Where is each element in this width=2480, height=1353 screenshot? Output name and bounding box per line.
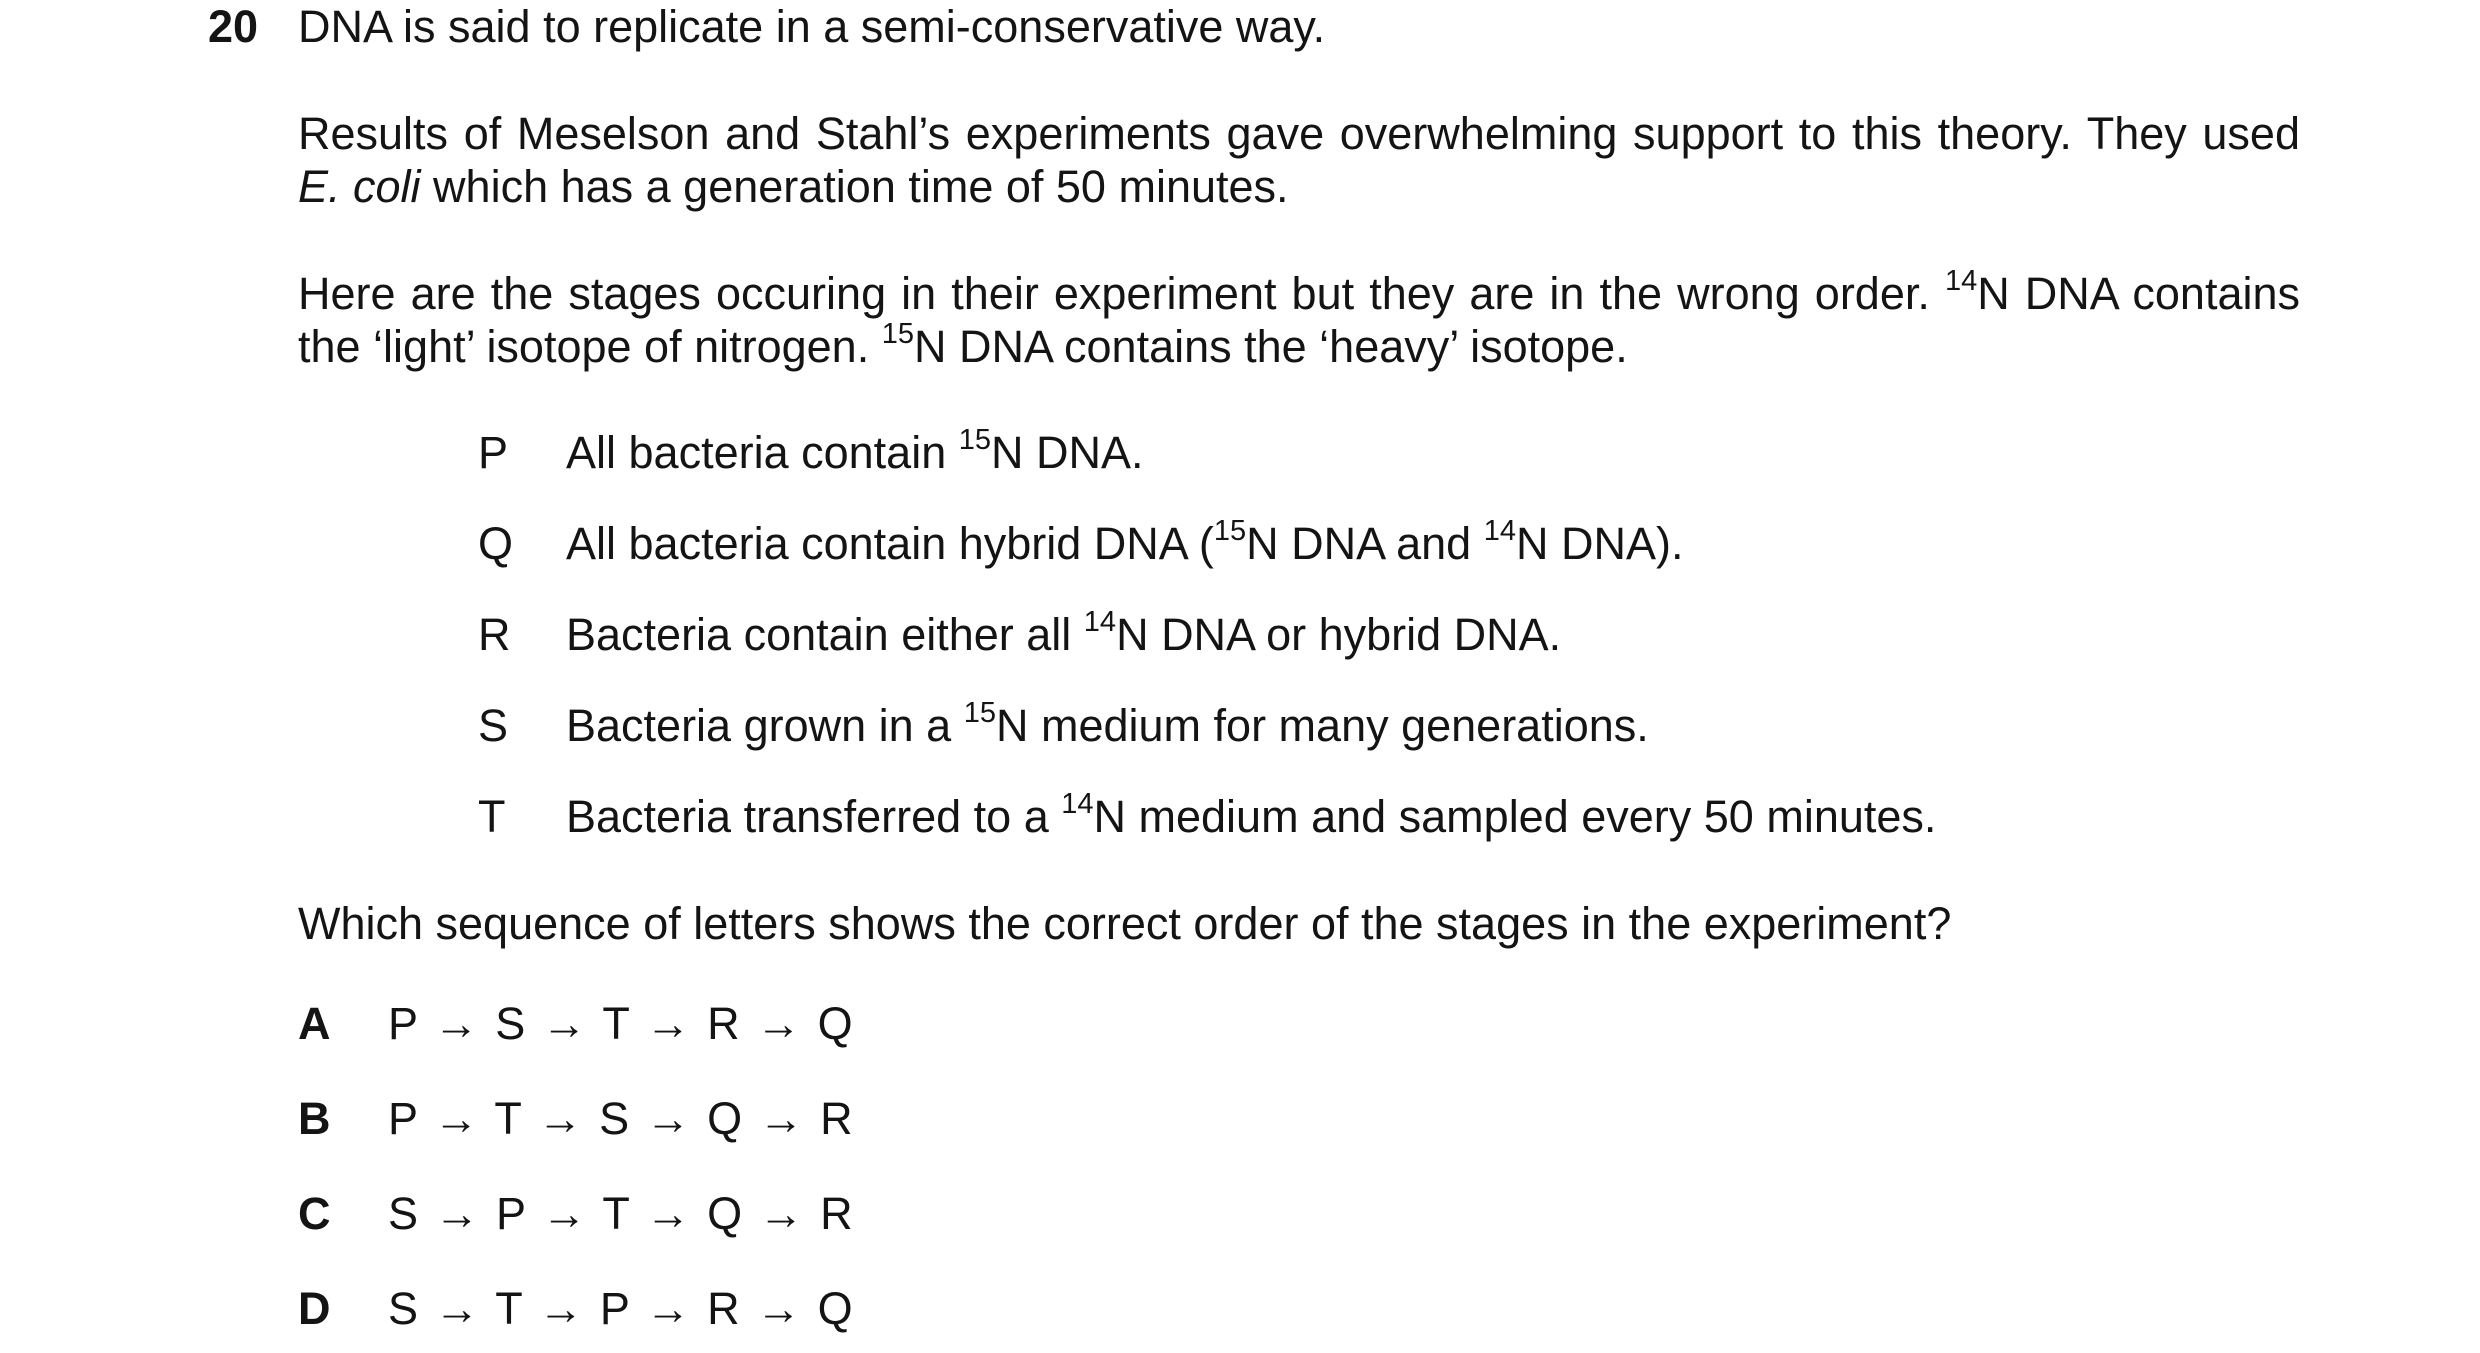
- stage-text-post: N DNA).: [1515, 518, 1684, 569]
- option-key: C: [298, 1188, 331, 1239]
- stage-isotope-sup: 14: [1061, 788, 1094, 820]
- stage-text: [566, 426, 1144, 479]
- para2-text-b: N DNA contains the ‘light’ isotope of nitrogen.: [298, 268, 2300, 372]
- paragraph-stages-intro: [298, 267, 2300, 373]
- option-sequence: S → T → P → R → Q: [388, 1283, 853, 1334]
- stage-letter: Q: [478, 518, 514, 569]
- option-key: B: [298, 1093, 331, 1144]
- stage-text: [566, 608, 1561, 661]
- para2-sup-15: 15: [881, 318, 914, 350]
- para1-text-a: Results of Meselson and Stahl’s experiments gave overwhelming support to this theory. They used: [298, 108, 2300, 159]
- question-prompt: [298, 897, 2300, 950]
- stage-text-post: N medium and sampled every 50 minutes.: [1093, 791, 1937, 842]
- option-key: D: [298, 1283, 331, 1334]
- stage-text-pre: Bacteria transferred to a: [566, 791, 1062, 842]
- stage-text-pre: Bacteria grown in a: [566, 700, 964, 751]
- para1-italic-organism: E. coli: [298, 161, 421, 212]
- stage-letter: S: [478, 700, 509, 751]
- option-sequence: P → T → S → Q → R: [388, 1093, 853, 1144]
- para2-text-c: N DNA contains the ‘heavy’ isotope.: [913, 321, 1628, 372]
- paragraph-meselson-stahl: [298, 107, 2300, 213]
- stage-letter: P: [478, 427, 509, 478]
- intro-text: DNA is said to replicate in a semi-conservative way.: [298, 1, 1326, 52]
- stage-letter: T: [478, 791, 506, 842]
- question-number: 20: [208, 1, 259, 52]
- option-sequence: S → P → T → Q → R: [388, 1188, 853, 1239]
- option-sequence: P → S → T → R → Q: [388, 998, 853, 1049]
- stage-text-post: N DNA.: [990, 427, 1144, 478]
- stage-text-post: N medium for many generations.: [995, 700, 1649, 751]
- stage-text: [566, 790, 1936, 843]
- stage-isotope-sup: 15: [1213, 515, 1247, 547]
- stage-text-post: N DNA or hybrid DNA.: [1116, 609, 1562, 660]
- stage-text: [566, 699, 1649, 752]
- question-intro: [298, 0, 2300, 53]
- para2-text-a: Here are the stages occuring in their experiment but they are in the wrong order.: [298, 268, 1945, 319]
- stage-isotope-sup: 15: [963, 697, 996, 729]
- stage-text-mid: N DNA and: [1246, 518, 1484, 569]
- stage-isotope-sup: 15: [958, 424, 991, 456]
- prompt-text: Which sequence of letters shows the correct order of the stages in the experiment?: [298, 898, 1952, 949]
- stage-text: [566, 517, 1683, 570]
- stage-text-pre: Bacteria contain either all: [566, 609, 1084, 660]
- stage-text-pre: All bacteria contain: [566, 427, 959, 478]
- stage-letter: R: [478, 609, 511, 660]
- stage-isotope-sup: 14: [1083, 606, 1117, 638]
- option-key: A: [298, 998, 331, 1049]
- para1-text-b: which has a generation time of 50 minutes.: [420, 161, 1289, 212]
- stage-isotope-sup-2: 14: [1483, 515, 1516, 547]
- para2-sup-14: 14: [1944, 265, 1978, 297]
- stage-text-pre: All bacteria contain hybrid DNA (: [566, 518, 1214, 569]
